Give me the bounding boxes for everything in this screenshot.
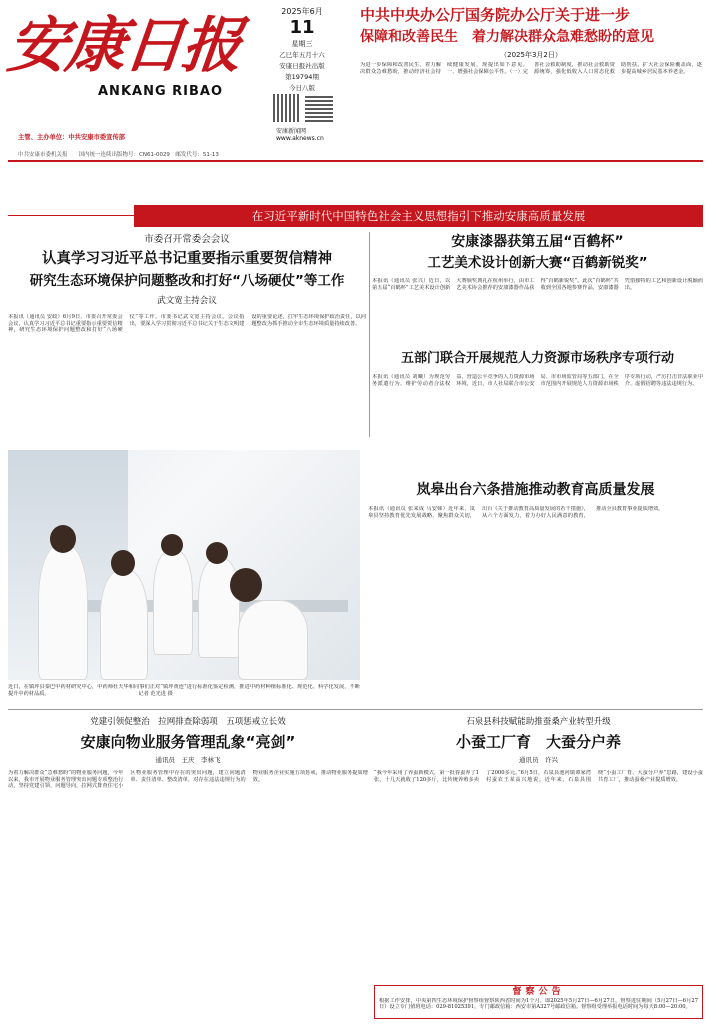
article4-body: 本报讯（通讯员 张来成 马安娣）近年来，岚皋县坚持教育优先发展战略，聚焦群众关切，出台《关于推动教育高质量发展的若干措施》，从六个方面发力，着力办好人民满意的教育，推动全县教育事业提质增效。 — [368, 506, 664, 519]
article4-headline: 岚皋出台六条措施推动教育高质量发展 — [416, 482, 655, 498]
photo-person-head — [50, 525, 76, 553]
notice-body: 根据工作安排，中央第四生态环境保护督察组督察陕西省时间为1个月，即2025年5月27日—6月27日。督察进驻期间（5月27日—6月27日）设立专门值班电话：029-81025391，专门邮政信箱：西安市第A327号邮政信箱。督察组受理举报电话时间为每天8:00—20:00。 — [379, 998, 698, 1011]
qr-code-icon — [305, 94, 333, 122]
section-divider — [8, 709, 703, 710]
article6-kicker: 石泉县科技赋能助推蚕桑产业转型升级 — [466, 717, 611, 727]
photo-person-head — [111, 550, 135, 576]
article5-body: 为着力解决群众“急难愁盼”的物业服务问题，今年以来，我市开展物业服务管理突出问题专项整治行动，坚持党建引领、问题导向，拉网式排查住宅小区物业服务管理中存在的突出问题，建立问题清单、责任清单、整改清单，对存在违法违规行为的物业服务企业实施五项惩戒，推动物业服务提质增效。 — [8, 770, 368, 790]
lead-headline-1: 中共中央办公厅国务院办公厅关于进一步 — [360, 6, 631, 24]
article-hr-market — [372, 348, 703, 484]
photo-caption: 近日，在镇坪县秦巴中药材研究中心，中药师杜天华和同事们正对“镇坪黄连”进行标准化鉴定检测，推进中药材种植标准化、规范化、科学化发展，不断提升中药材品质。 记者 范光进 摄 — [8, 684, 360, 697]
article1-byline: 武文宽主持会议 — [157, 296, 217, 306]
article-sericulture — [374, 714, 703, 940]
article6-headline: 小蚕工厂育 大蚕分户养 — [455, 733, 621, 751]
masthead-bottom-line: 中共安康市委机关报 国内统一连续出版物号：CN61-0029 邮发代号：51-13 — [18, 152, 219, 158]
banner-rule — [8, 215, 134, 216]
photo-person — [100, 570, 148, 680]
divider — [369, 232, 370, 437]
page-count: 今日八版 — [289, 84, 315, 92]
website-link[interactable]: www.aknews.cn — [276, 135, 324, 142]
article5-headline: 安康向物业服务管理乱象“亮剑” — [80, 733, 296, 751]
news-app-label: 安康新闻网 — [276, 128, 307, 135]
article-property-management — [8, 714, 368, 1005]
article-langao-education — [368, 478, 703, 681]
article1-headline-1: 认真学习习近平总书记重要指示重要贺信精神 — [42, 251, 332, 267]
article6-byline: 通讯员 许兴 — [519, 756, 558, 764]
issue-number: 第19794期 — [285, 73, 319, 81]
weekday: 星期三 — [291, 40, 313, 48]
date-year-month: 2025年6月 — [281, 7, 323, 16]
news-photo — [8, 450, 360, 680]
photo-person-head — [161, 534, 183, 556]
photo-person — [238, 600, 308, 680]
photo-person-head — [230, 568, 262, 602]
logo-text: 安康日报 — [4, 11, 244, 81]
article1-kicker: 市委召开常委会会议 — [144, 234, 230, 245]
masthead — [0, 0, 709, 160]
article5-kicker: 党建引领促整治 拉网排查除弱项 五项惩戒立长效 — [90, 717, 286, 727]
theme-banner-text: 在习近平新时代中国特色社会主义思想指引下推动安康高质量发展 — [251, 209, 586, 223]
article3-body: 本报讯（通讯员 刘曦）为规范劳务派遣行为，维护劳动者合法权益，营造公平竞争的人力资源市场环境，近日，市人社局联合市公安局、市市场监管局等五部门，在全市范围内开展规范人力资源市场秩序专项行动，严厉打击非法职业中介、虚假招聘等违法违规行为。 — [372, 374, 703, 387]
lunar-date: 乙巳年五月十六 — [279, 51, 325, 59]
lead-body: 为进一步保障和改善民生，着力解决群众急难愁盼，推动经济社会持续健康发展，现提出如下意见。一、增强社会保障公平性。（一）完善社会救助制度，推动社会救助资源统筹，强化低收入人口常态化救助帮扶，扩大社会保险覆盖面，逐步提高城乡居民基本养老金。 — [360, 62, 702, 75]
article1-body: 本报讯（通讯员 安政）6月9日，市委召开常委会会议，认真学习习近平总书记重要指示重要贺信精神，研究生态环境保护问题整改和打好“八场硬仗”等工作。市委书记武文宽主持会议。会议指出，要深入学习贯彻习近平总书记关于生态文明建设的重要论述，扛牢生态环境保护政治责任，以问题整改为抓手推动全市生态环境质量持续改善。 — [8, 314, 366, 334]
article2-body: 本报讯（通讯员 张兴）近日，以第五届“百鹤杯”工艺美术设计创新大赛颁奖典礼在杭州举行，由市工艺美术协会推荐的安康漆器作品获得“百鹤新锐奖”。此次“百鹤杯”共收到全国各地参赛作品，安康漆器凭借独特的工艺和创新设计脱颖而出。 — [372, 278, 703, 291]
qr-code-icon — [273, 94, 301, 122]
photo-person-head — [206, 542, 228, 564]
notice-title: 督察公告 — [512, 987, 565, 997]
lead-date: （2025年3月2日） — [500, 51, 562, 59]
lead-article — [360, 4, 702, 142]
article-lacquerware — [372, 232, 703, 348]
masthead-divider — [8, 160, 703, 162]
article1-headline-2: 研究生态环境保护问题整改和打好“八场硬仗”等工作 — [29, 273, 345, 289]
theme-banner — [134, 205, 703, 227]
slogan: 主管、主办单位：中共安康市委宣传部 — [18, 134, 126, 141]
article2-headline-1: 安康漆器获第五届“百鹤杯” — [451, 234, 624, 250]
article-standing-committee — [8, 232, 366, 444]
photo-person — [38, 545, 88, 680]
article3-headline: 五部门联合开展规范人力资源市场秩序专项行动 — [400, 351, 674, 366]
logo-pinyin: ANKANG RIBAO — [98, 84, 224, 99]
photo-person — [153, 550, 193, 655]
article2-headline-2: 工艺美术设计创新大赛“百鹤新锐奖” — [427, 255, 648, 271]
date-day: 11 — [289, 17, 315, 38]
inspection-notice — [374, 985, 703, 1019]
lead-headline-2: 保障和改善民生 着力解决群众急难愁盼的意见 — [360, 29, 654, 45]
publisher: 安康日报社出版 — [279, 62, 325, 70]
logo — [4, 6, 244, 106]
article6-body: “我今年采用了养蚕新模式，第一批春蚕养了1张，十几天就收了120多斤，比传统养殖多卖了2000多元。”6月5日，石泉县池河镇谭家湾村蚕农王某高兴地说。近年来，石泉县围绕“小蚕工厂育、大蚕分户养”思路，建设小蚕共育工厂，推动蚕桑产业提质增效。 — [374, 770, 703, 783]
article5-byline: 通讯员 王庆 李林飞 — [155, 756, 221, 764]
